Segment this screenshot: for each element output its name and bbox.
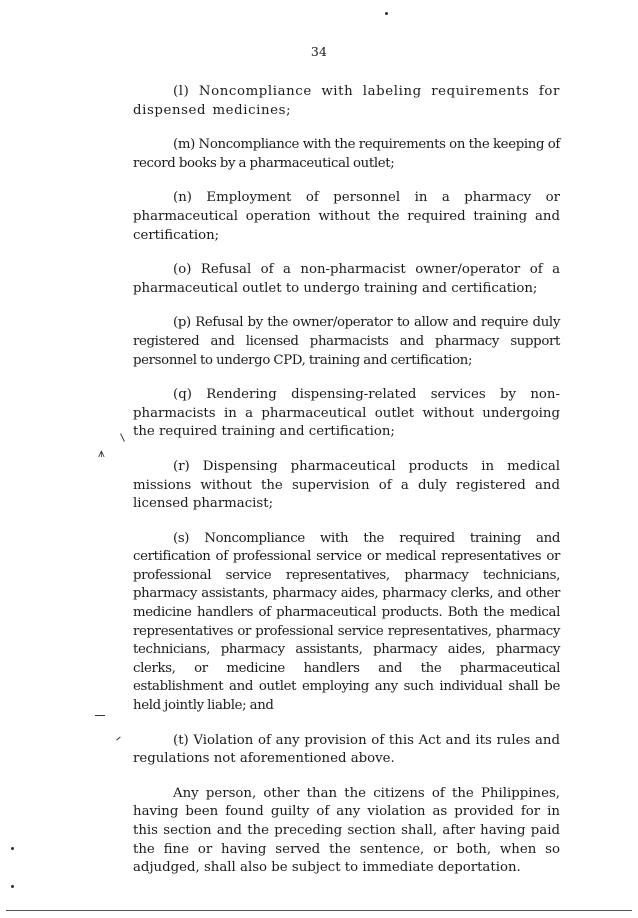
scan-speck bbox=[11, 885, 14, 888]
paragraph-m: (m) Noncompliance with the requirements on the keeping of record books by a pharmaceutical outlet; bbox=[133, 137, 560, 171]
scan-speck bbox=[116, 737, 120, 741]
margin-mark: ⩚ bbox=[98, 446, 105, 460]
paragraph-r: (r) Dispensing pharmaceutical products in medical missions without the supervision of a duly registered and licensed pharmacist; bbox=[133, 458, 560, 512]
paragraph-q: (q) Rendering dispensing-related services by non-pharmacists in a pharmaceutical outlet without undergoing the required training and certification; bbox=[133, 387, 560, 440]
page-number: 34 bbox=[310, 44, 328, 59]
scan-speck bbox=[95, 715, 105, 716]
document-body bbox=[133, 83, 560, 878]
scan-speck bbox=[385, 12, 388, 15]
paragraph-deportation: Any person, other than the citizens of the Philippines, having been found guilty of any violation as provided for in this section and the preceding section shall, after having paid the fine or having served the sentence, or both, when so adjudged, shall also be subject to immediate deportation. bbox=[133, 785, 560, 876]
bottom-edge-line bbox=[6, 910, 632, 911]
paragraph-s: (s) Noncompliance with the required training and certification of professional service or medical representatives or professional service representatives, pharmacy technicians, pharmacy assistants, pharmacy aides, pharmacy clerks, and other medicine handlers of pharmaceutical products. Both the medical representatives or professional service representatives, pharmacy technicians, pharmacy assistants, pharmacy aides, pharmacy clerks, or medicine handlers and the pharmaceutical establishment and outlet employing any such individual shall be held jointly liable; and bbox=[133, 530, 560, 714]
paragraph-n: (n) Employment of personnel in a pharmacy or pharmaceutical operation without the required training and certification; bbox=[133, 190, 560, 243]
paragraph-p: (p) Refusal by the owner/operator to allow and require duly registered and licensed pharmacists and pharmacy support personnel to undergo CPD, training and certification; bbox=[133, 315, 560, 368]
paragraph-t: (t) Violation of any provision of this Act and its rules and regulations not aforementioned above. bbox=[133, 732, 560, 767]
paragraph-l: (l) Noncompliance with labeling requirements for dispensed medicines; bbox=[133, 84, 560, 118]
scan-speck bbox=[11, 847, 14, 850]
paragraph-o: (o) Refusal of a non-pharmacist owner/operator of a pharmaceutical outlet to undergo training and certification; bbox=[133, 262, 560, 296]
scan-speck bbox=[120, 433, 125, 442]
